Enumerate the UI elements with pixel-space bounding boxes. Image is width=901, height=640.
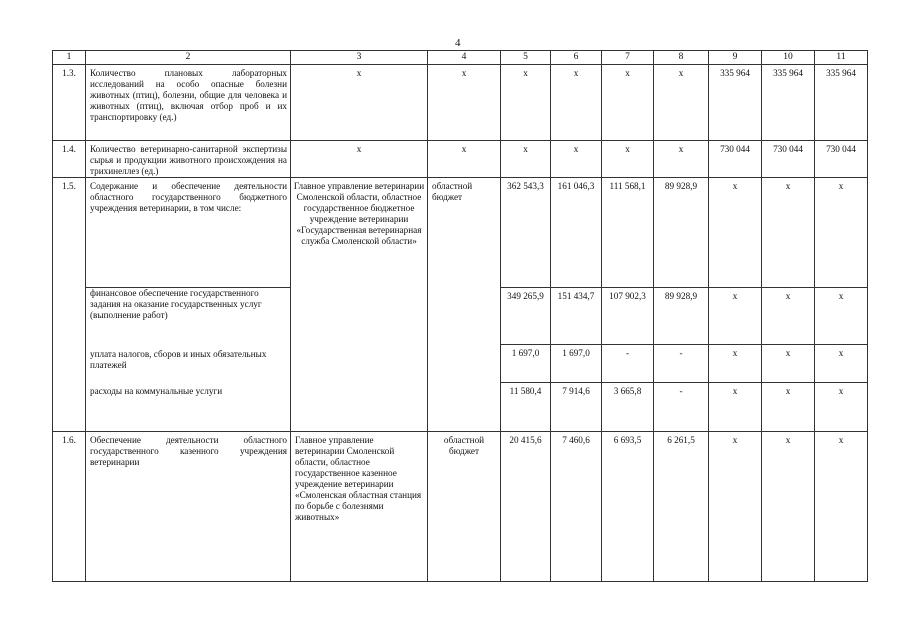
value-cell: 349 265,9 [501,288,551,345]
value-cell: 7 460,6 [551,432,602,582]
row-number: 1.5. [53,178,86,432]
value-cell: х [428,65,501,141]
subrow-name: расходы на коммунальные услуги [86,383,291,432]
value-cell: х [815,432,868,582]
value-cell: х [551,141,602,178]
value-cell: 335 964 [815,65,868,141]
executor-cell: Главное управление ветеринарии Смоленской области, областное государственное бюджетное учреждение ветеринарии «Государственная ветеринарная служба Смоленской области» [291,178,428,432]
value-cell: 6 693,5 [602,432,654,582]
header-cell: 8 [654,51,709,65]
subrow-name: уплата налогов, сборов и иных обязательных платежей [86,345,291,383]
value-cell: 1 697,0 [551,345,602,383]
subrow-name: финансовое обеспечение государственного задания на оказание государственных услуг (выполнение работ) [86,288,291,345]
header-cell: 5 [501,51,551,65]
value-cell: х [762,178,815,288]
value-cell: х [815,288,868,345]
value-cell: х [501,65,551,141]
value-cell: 89 928,9 [654,178,709,288]
value-cell: х [602,141,654,178]
row-name: Количество ветеринарно-санитарной экспертизы сырья и продукции животного происхождения на трихинеллез (ед.) [86,141,291,178]
header-row [53,51,868,65]
table-row [53,178,868,288]
header-cell: 1 [53,51,86,65]
value-cell: - [654,345,709,383]
row-number: 1.6. [53,432,86,582]
executor-cell: Главное управление ветеринарии Смоленской области, областное государственное казенное учреждение ветеринарии «Смоленская областная станция по борьбе с болезнями животных» [291,432,428,582]
row-name: Содержание и обеспечение деятельности областного государственного бюджетного учреждения ветеринарии, в том числе: [86,178,291,288]
value-cell: х [762,432,815,582]
value-cell: - [602,345,654,383]
row-name: Обеспечение деятельности областного государственного казенного учреждения ветеринарии [86,432,291,582]
value-cell: 6 261,5 [654,432,709,582]
value-cell: х [709,432,762,582]
header-cell: 4 [428,51,501,65]
value-cell: 335 964 [762,65,815,141]
value-cell: 1 697,0 [501,345,551,383]
row-number: 1.4. [53,141,86,178]
value-cell: х [551,65,602,141]
table-row [53,432,868,582]
program-table [52,50,868,582]
value-cell: х [428,141,501,178]
header-cell: 6 [551,51,602,65]
header-cell: 3 [291,51,428,65]
row-name: Количество плановых лабораторных исследований на особо опасные болезни животных (птиц), болезни, общие для человека и животных (птиц), включая отбор проб и их транспортировку (ед.) [86,65,291,141]
value-cell: х [709,178,762,288]
value-cell: х [709,383,762,432]
value-cell: х [762,383,815,432]
value-cell: 335 964 [709,65,762,141]
value-cell: 89 928,9 [654,288,709,345]
value-cell: х [501,141,551,178]
value-cell: 7 914,6 [551,383,602,432]
value-cell: 730 044 [709,141,762,178]
value-cell: х [709,345,762,383]
value-cell: - [654,383,709,432]
value-cell: х [654,141,709,178]
value-cell: х [815,178,868,288]
value-cell: х [815,345,868,383]
row-number: 1.3. [53,65,86,141]
value-cell: 161 046,3 [551,178,602,288]
page-number: 4 [455,37,461,49]
header-cell: 9 [709,51,762,65]
header-cell: 2 [86,51,291,65]
value-cell: 730 044 [762,141,815,178]
value-cell: х [602,65,654,141]
table-row [53,141,868,178]
header-cell: 11 [815,51,868,65]
header-cell: 10 [762,51,815,65]
value-cell: х [654,65,709,141]
source-cell: областной бюджет [428,432,501,582]
table-row [53,65,868,141]
value-cell: 111 568,1 [602,178,654,288]
value-cell: 362 543,3 [501,178,551,288]
value-cell: х [762,288,815,345]
value-cell: х [709,288,762,345]
value-cell: 20 415,6 [501,432,551,582]
value-cell: 3 665,8 [602,383,654,432]
value-cell: х [291,141,428,178]
value-cell: х [762,345,815,383]
source-cell: областной бюджет [428,178,501,432]
value-cell: 730 044 [815,141,868,178]
value-cell: х [815,383,868,432]
value-cell: 151 434,7 [551,288,602,345]
value-cell: 107 902,3 [602,288,654,345]
value-cell: х [291,65,428,141]
header-cell: 7 [602,51,654,65]
value-cell: 11 580,4 [501,383,551,432]
